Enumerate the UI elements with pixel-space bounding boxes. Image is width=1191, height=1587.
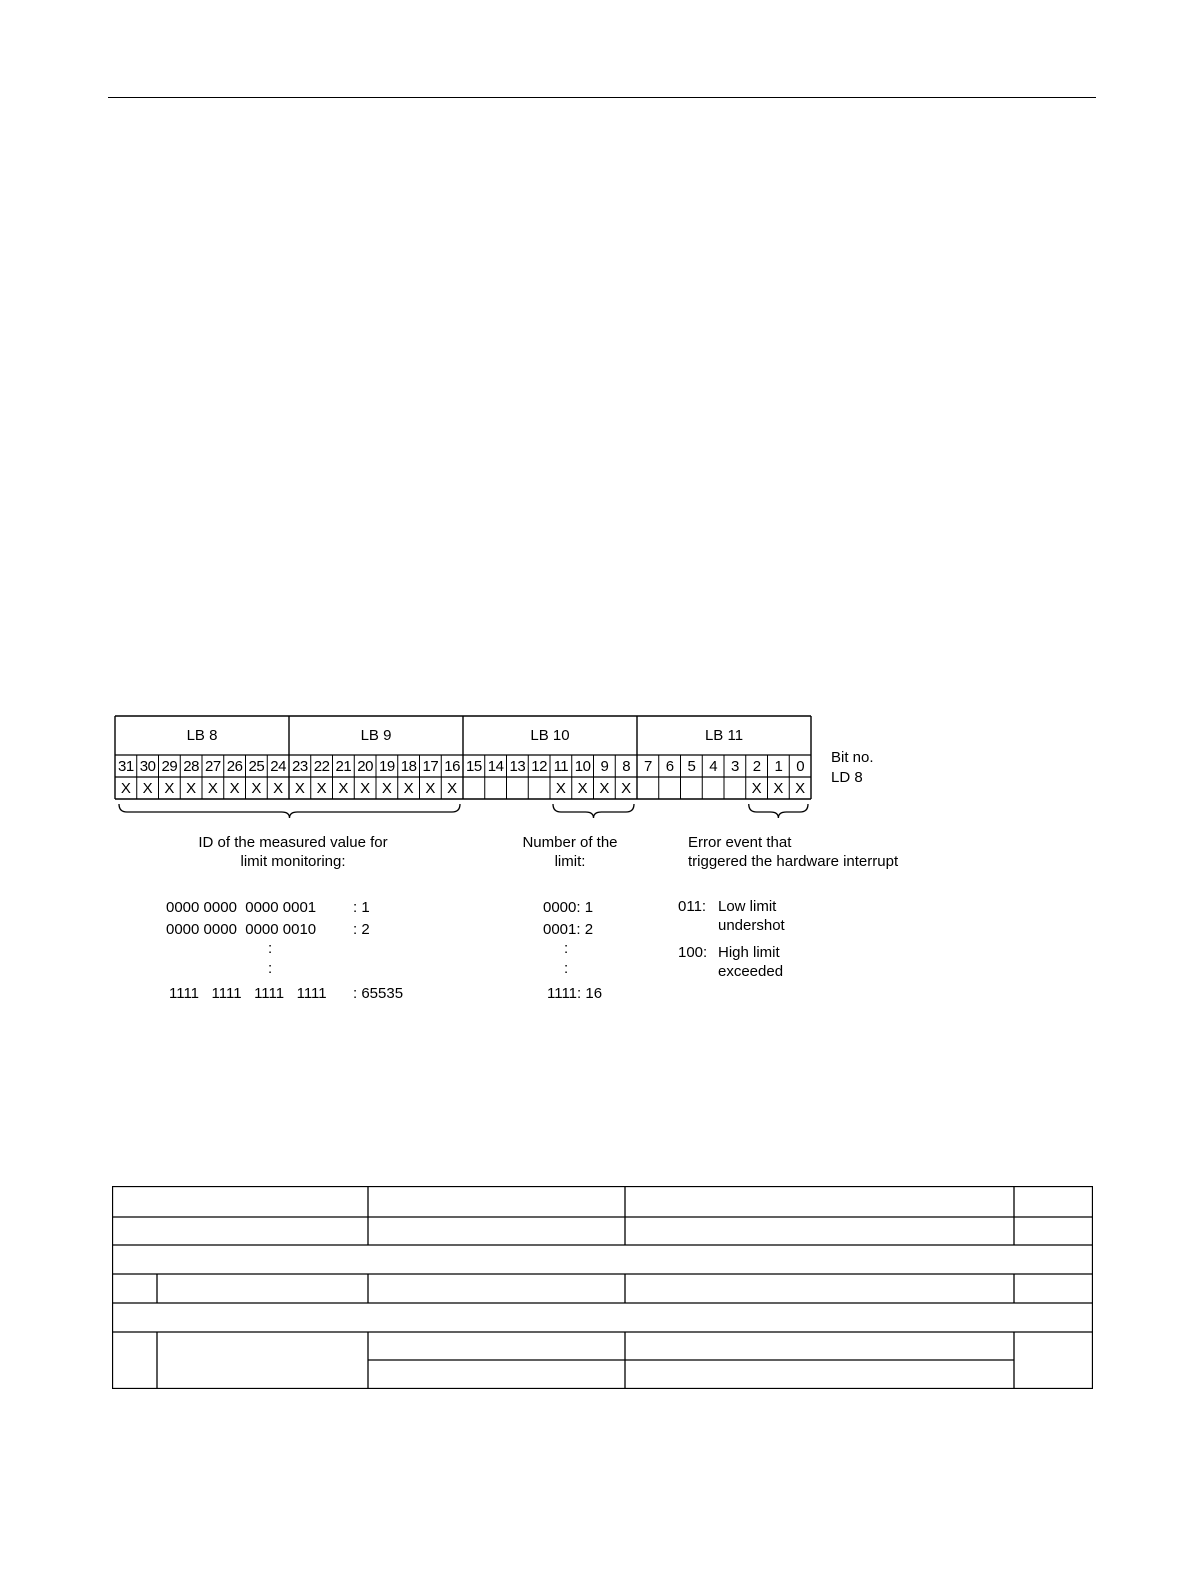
bit-number: 26 xyxy=(226,758,243,775)
parameter-table xyxy=(112,1186,1093,1389)
id-value-row: : 1 xyxy=(353,899,370,916)
bit-number: 24 xyxy=(270,758,286,775)
brace-id xyxy=(119,804,460,818)
byte-label-lb11: LB 11 xyxy=(704,727,744,744)
bit-number: 13 xyxy=(509,758,526,775)
bit-mark: X xyxy=(273,780,284,797)
limit-row: 1111: 16 xyxy=(547,985,603,1002)
bit-mark: X xyxy=(751,780,762,797)
bit-mark: X xyxy=(425,780,436,797)
bit-number: 27 xyxy=(205,758,221,775)
byte-label-lb8: LB 8 xyxy=(186,727,218,744)
id-caption-line2: limit monitoring: xyxy=(240,853,346,870)
bit-number: 31 xyxy=(118,758,134,775)
id-ellipsis-row: : xyxy=(268,940,273,957)
error-caption-line2: triggered the hardware interrupt xyxy=(688,853,899,870)
bit-number: 8 xyxy=(622,758,631,775)
limit-ellipsis-row: : xyxy=(564,940,569,957)
bit-mark: X xyxy=(403,780,414,797)
bit-mark: X xyxy=(164,780,175,797)
id-value-row: : 2 xyxy=(353,921,370,938)
id-code-row: 0000 0000 0000 0010 xyxy=(166,921,317,938)
bit-number: 29 xyxy=(161,758,178,775)
id-caption-line1: ID of the measured value for xyxy=(198,834,388,851)
error-desc-line2: undershot xyxy=(718,917,785,934)
brace-limit xyxy=(553,804,634,818)
byte-label-lb9: LB 9 xyxy=(360,727,392,744)
bit-number: 20 xyxy=(357,758,373,775)
error-code: 011: xyxy=(678,898,707,915)
bit-number: 14 xyxy=(487,758,504,775)
bit-mark: X xyxy=(294,780,305,797)
bit-mark: X xyxy=(577,780,588,797)
bit-number: 3 xyxy=(730,758,739,775)
bit-mark: X xyxy=(229,780,240,797)
bit-mark: X xyxy=(142,780,153,797)
limit-caption-line1: Number of the xyxy=(522,834,618,851)
error-caption-line1: Error event that xyxy=(688,834,792,851)
bit-number: 10 xyxy=(574,758,591,775)
ld8-label: LD 8 xyxy=(831,769,863,786)
bit-mark: X xyxy=(338,780,349,797)
bit-number: 19 xyxy=(379,758,395,775)
table-grid xyxy=(112,1186,1093,1389)
bit-number: 25 xyxy=(248,758,265,775)
bit-mark: X xyxy=(120,780,131,797)
id-code-row: 0000 0000 0000 0001 xyxy=(166,899,317,916)
bit-number: 12 xyxy=(531,758,547,775)
id-code-row: 1111 1111 1111 1111 xyxy=(169,985,327,1002)
bit-number: 23 xyxy=(292,758,308,775)
bit-mark: X xyxy=(381,780,392,797)
bit-mark: X xyxy=(207,780,218,797)
error-code: 100: xyxy=(678,944,708,961)
bit-number: 2 xyxy=(752,758,761,775)
limit-caption-line2: limit: xyxy=(554,853,586,870)
error-desc-line1: Low limit xyxy=(718,898,777,915)
bit-number: 1 xyxy=(774,758,783,775)
bit-mark: X xyxy=(360,780,371,797)
bit-number: 17 xyxy=(422,758,439,775)
bit-number: 22 xyxy=(313,758,330,775)
limit-ellipsis-row: : xyxy=(564,960,569,977)
bit-mark: X xyxy=(599,780,610,797)
bit-number: 9 xyxy=(600,758,609,775)
byte-label-lb10: LB 10 xyxy=(530,727,570,744)
bit-number: 5 xyxy=(687,758,696,775)
bit-number: 18 xyxy=(400,758,417,775)
limit-row: 0000: 1 xyxy=(543,899,594,916)
bit-mark: X xyxy=(316,780,327,797)
bit-mark: X xyxy=(555,780,566,797)
bit-number: 21 xyxy=(335,758,352,775)
bit-mark: X xyxy=(447,780,458,797)
bit-number: 16 xyxy=(444,758,460,775)
bit-number: 7 xyxy=(643,758,652,775)
error-desc-line2: exceeded xyxy=(718,963,784,980)
bit-number: 4 xyxy=(709,758,718,775)
bit-number: 0 xyxy=(796,758,805,775)
bit-no-label: Bit no. xyxy=(831,749,874,766)
bit-number: 15 xyxy=(466,758,482,775)
bit-mark: X xyxy=(773,780,784,797)
brace-error xyxy=(749,804,808,818)
bit-mark: X xyxy=(621,780,632,797)
id-value-row: : 65535 xyxy=(353,985,404,1002)
bit-mark: X xyxy=(186,780,197,797)
id-ellipsis-row: : xyxy=(268,960,273,977)
error-desc-line1: High limit xyxy=(718,944,780,961)
bit-number: 6 xyxy=(665,758,674,775)
bit-number: 28 xyxy=(183,758,199,775)
bit-number: 11 xyxy=(553,758,569,775)
bit-number: 30 xyxy=(139,758,156,775)
bit-mark: X xyxy=(251,780,262,797)
bit-mark: X xyxy=(795,780,806,797)
limit-row: 0001: 2 xyxy=(543,921,594,938)
